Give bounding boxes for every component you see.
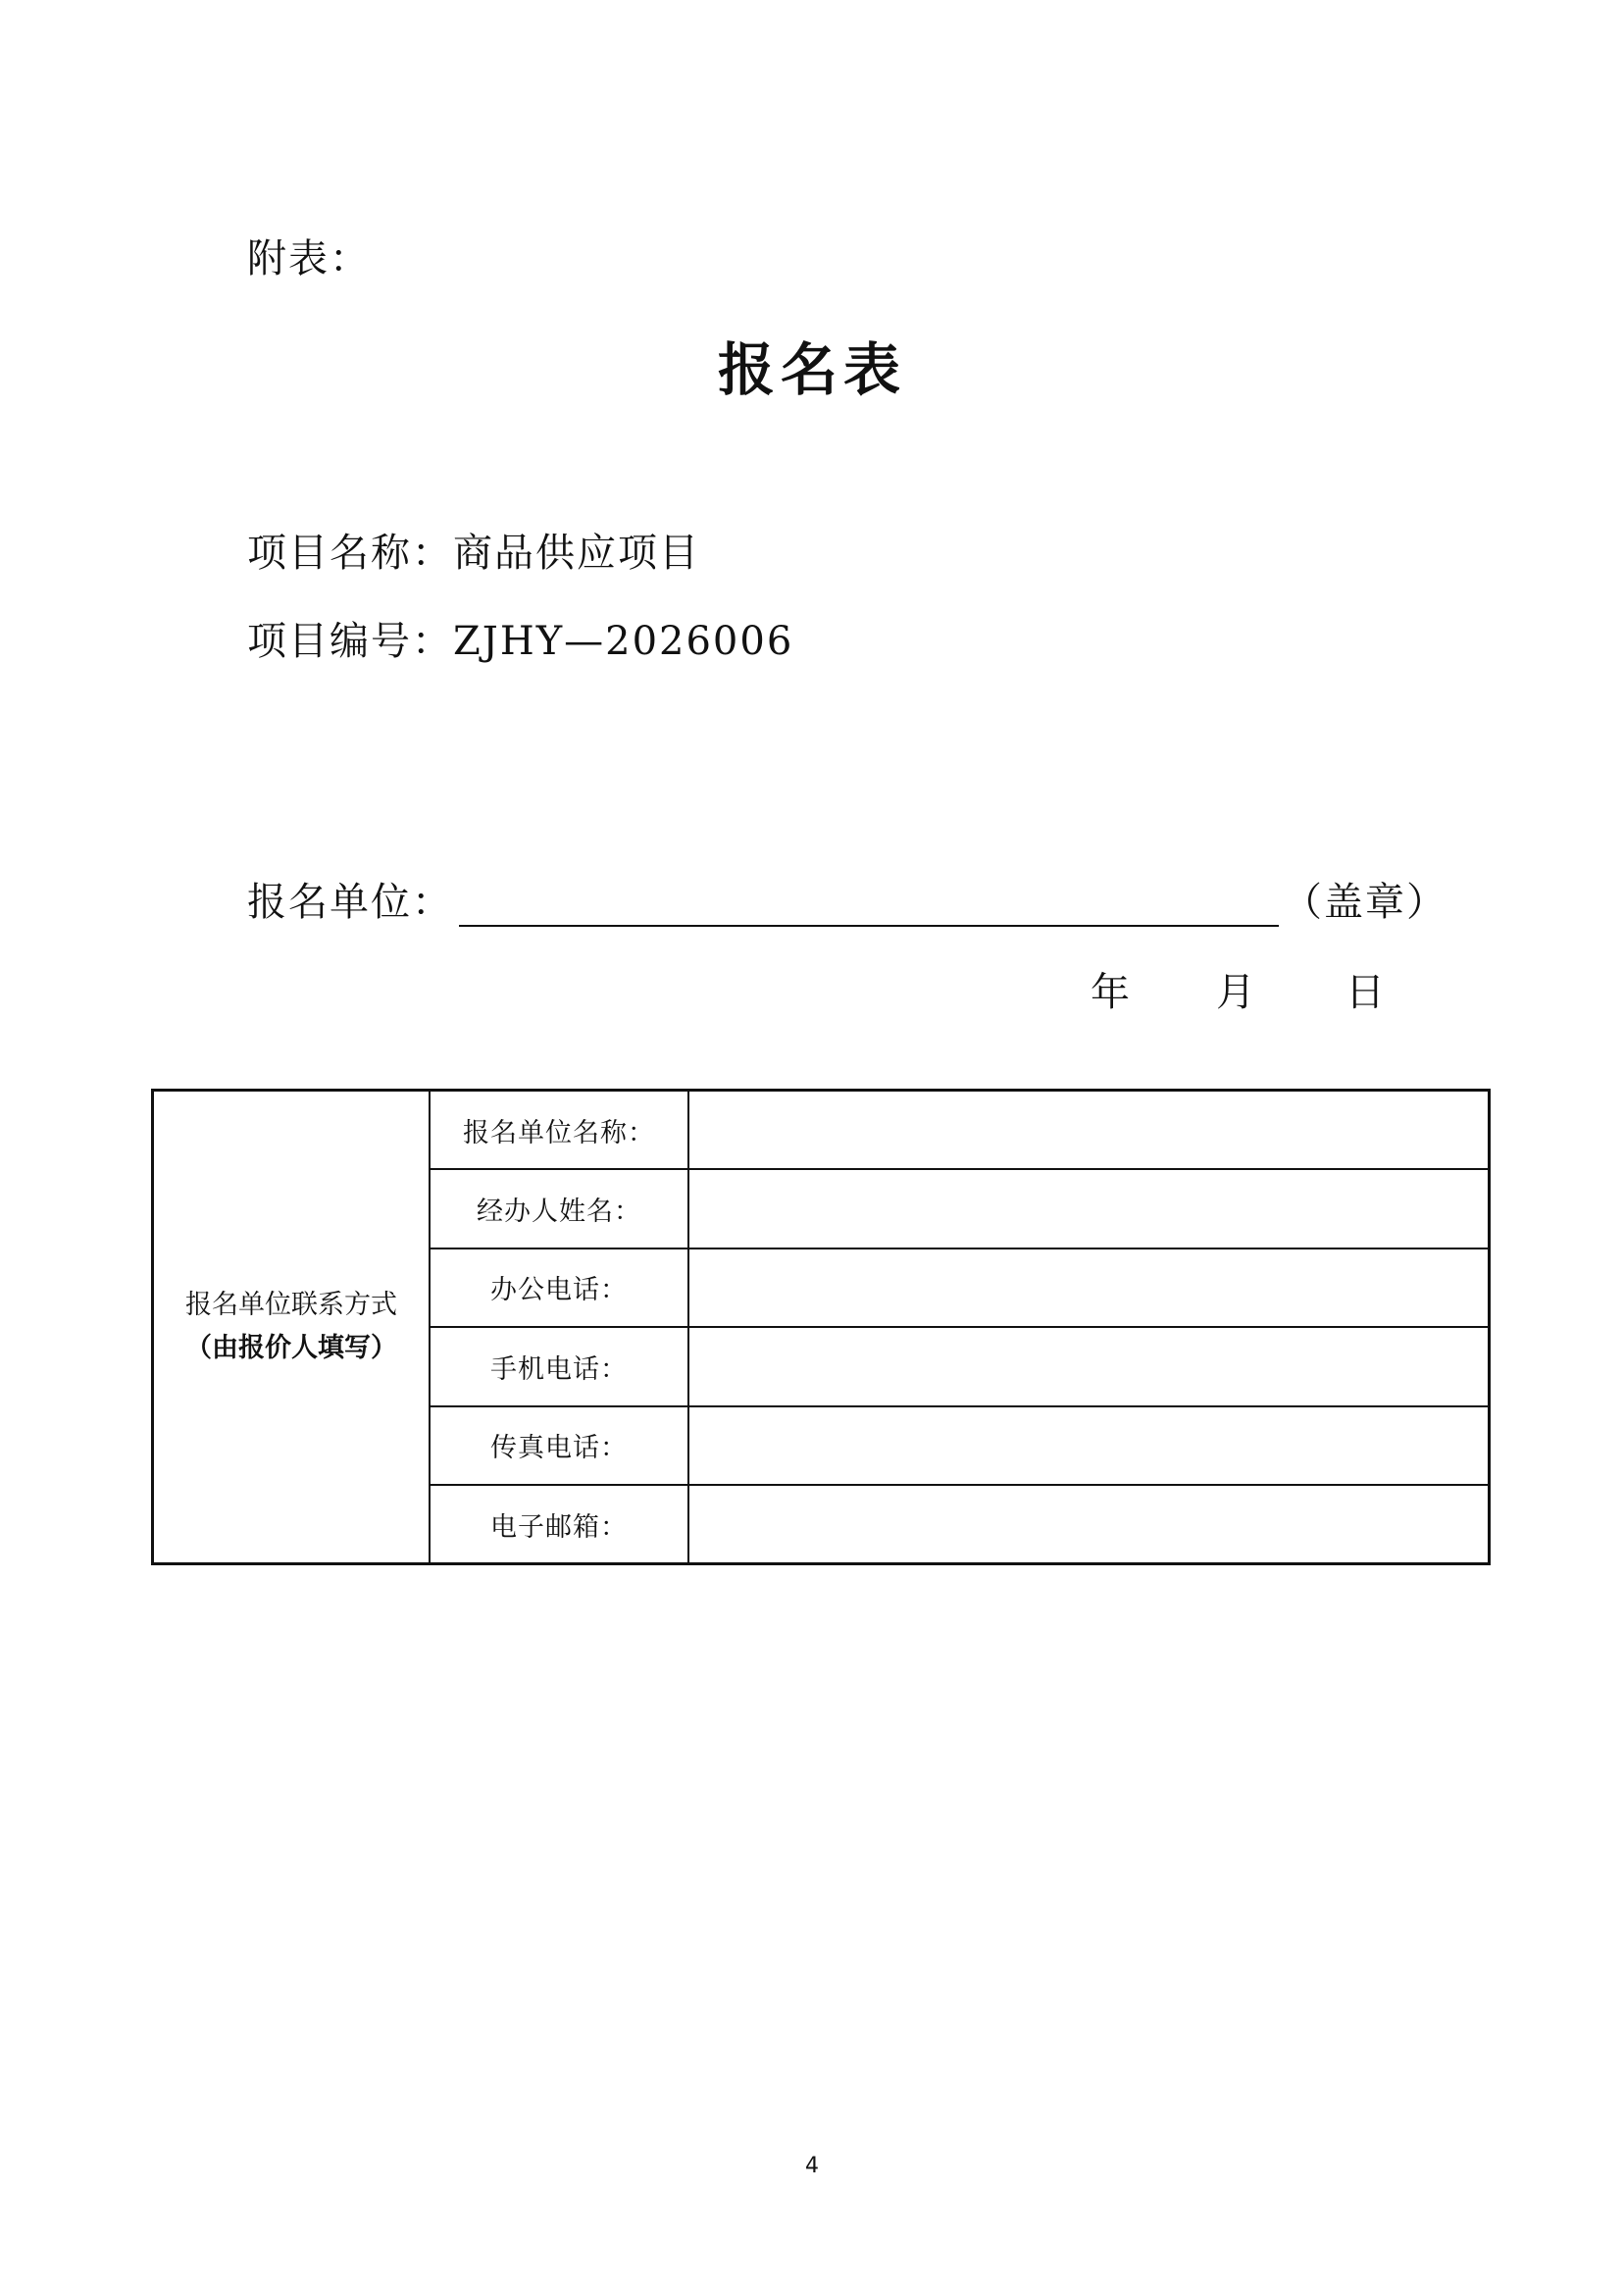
- table-row: [153, 1091, 1490, 1170]
- date-day-label: 日: [1345, 970, 1385, 1015]
- document-title: 报名表: [717, 336, 906, 403]
- project-name-label: 项目名称：: [247, 531, 453, 576]
- date-month-label: 月: [1216, 970, 1255, 1015]
- field-value-fax[interactable]: [688, 1406, 1490, 1486]
- field-label-fax: 传真电话：: [430, 1406, 688, 1486]
- contact-info-table: [151, 1089, 1491, 1565]
- page-number: 4: [805, 2154, 819, 2178]
- field-label-office-phone: 办公电话：: [430, 1248, 688, 1328]
- contact-group-label: 报名单位联系方式: [185, 1290, 397, 1320]
- field-value-handler-name[interactable]: [688, 1169, 1490, 1248]
- date-year-label: 年: [1091, 970, 1130, 1015]
- project-name-line: [247, 522, 700, 578]
- project-code-line: [247, 610, 793, 666]
- field-label-unit-name: 报名单位名称：: [430, 1091, 688, 1170]
- field-value-office-phone[interactable]: [688, 1248, 1490, 1328]
- field-value-mobile-phone[interactable]: [688, 1327, 1490, 1406]
- field-label-email: 电子邮箱：: [430, 1485, 688, 1564]
- registration-unit-label: 报名单位：: [247, 880, 453, 925]
- field-label-mobile-phone: 手机电话：: [430, 1327, 688, 1406]
- project-code-label: 项目编号：: [247, 619, 453, 664]
- attachment-label: 附表：: [247, 236, 371, 281]
- registration-unit-row: [247, 871, 1447, 927]
- seal-label: （盖章）: [1283, 880, 1447, 925]
- contact-group-note: （由报价人填写）: [185, 1333, 397, 1363]
- field-value-unit-name[interactable]: [688, 1091, 1490, 1170]
- project-name-value: 商品供应项目: [453, 531, 700, 576]
- contact-group-cell: [153, 1091, 431, 1564]
- registration-unit-input-line[interactable]: [459, 886, 1279, 927]
- field-label-handler-name: 经办人姓名：: [430, 1169, 688, 1248]
- field-value-email[interactable]: [688, 1485, 1490, 1564]
- project-code-value: ZJHY—2026006: [453, 619, 794, 664]
